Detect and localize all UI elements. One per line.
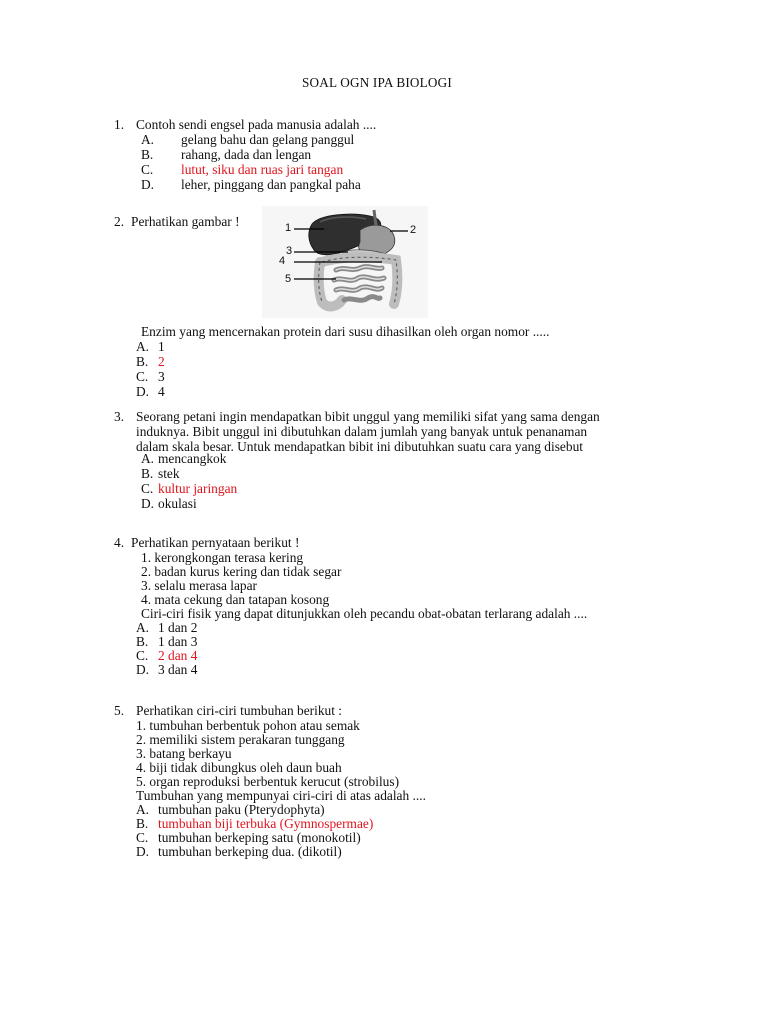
q2-option-c-letter: C. [136,369,149,384]
q3-option-b-letter: B. [141,466,154,481]
q5-statement-1: 1. tumbuhan berbentuk pohon atau semak [136,718,360,733]
q1-option-a-letter: A. [141,132,155,147]
q3-option-c-letter: C. [141,481,154,496]
q5-statement-3: 3. batang berkayu [136,746,232,761]
q3-option-b[interactable]: stek [158,466,180,481]
q3-option-d-letter: D. [141,496,155,511]
q4-option-d[interactable]: 3 dan 4 [158,662,198,677]
page-title: SOAL OGN IPA BIOLOGI [302,75,452,90]
q5-statement-2: 2. memiliki sistem perakaran tunggang [136,732,345,747]
q4-statement-3: 3. selalu merasa lapar [141,578,257,593]
q1-number: 1. [114,117,125,132]
figure-label-4: 4 [279,255,286,267]
q1-option-b-letter: B. [141,147,154,162]
q3-option-c-answer[interactable]: kultur jaringan [158,481,238,496]
q3-number: 3. [114,409,125,424]
q1-option-b[interactable]: rahang, dada dan lengan [181,147,312,162]
q3-text-line-3: dalam skala besar. Untuk mendapatkan bibit ini dibutuhkan suatu cara yang disebut [136,439,583,454]
q5-option-a[interactable]: tumbuhan paku (Pterydophyta) [158,802,325,817]
q5-question: Tumbuhan yang mempunyai ciri-ciri di atas adalah .... [136,788,426,803]
q5-option-a-letter: A. [136,802,150,817]
q3-option-d[interactable]: okulasi [158,496,197,511]
q5-option-c[interactable]: tumbuhan berkeping satu (monokotil) [158,830,361,845]
q2-option-d[interactable]: 4 [158,384,165,399]
q1-option-d[interactable]: leher, pinggang dan pangkal paha [181,177,361,192]
q1-text: Contoh sendi engsel pada manusia adalah .... [136,117,377,132]
q2-option-a[interactable]: 1 [158,339,165,354]
q2-option-c[interactable]: 3 [158,369,165,384]
q5-option-d-letter: D. [136,844,150,859]
q5-option-d[interactable]: tumbuhan berkeping dua. (dikotil) [158,844,342,859]
q5-text: Perhatikan ciri-ciri tumbuhan berikut : [136,703,343,718]
q5-option-b-answer[interactable]: tumbuhan biji terbuka (Gymnospermae) [158,816,374,831]
figure-label-5: 5 [285,273,292,285]
q4-text: Perhatikan pernyataan berikut ! [131,535,300,550]
q2-option-a-letter: A. [136,339,150,354]
q4-option-c-answer[interactable]: 2 dan 4 [158,648,198,663]
q1-option-c-letter: C. [141,162,154,177]
q4-statement-1: 1. kerongkongan terasa kering [141,550,304,565]
q3-text-line-1: Seorang petani ingin mendapatkan bibit unggul yang memiliki sifat yang sama dengan [136,409,600,424]
q4-statement-4: 4. mata cekung dan tatapan kosong [141,592,330,607]
q4-option-c-letter: C. [136,648,149,663]
q4-number: 4. [114,535,125,550]
q4-option-d-letter: D. [136,662,150,677]
q5-option-c-letter: C. [136,830,149,845]
q1-option-a[interactable]: gelang bahu dan gelang panggul [181,132,355,147]
q5-statement-5: 5. organ reproduksi berbentuk kerucut (strobilus) [136,774,400,789]
q4-option-b[interactable]: 1 dan 3 [158,634,198,649]
q2-option-d-letter: D. [136,384,150,399]
q5-option-b-letter: B. [136,816,149,831]
q3-text-line-2: induknya. Bibit unggul ini dibutuhkan dalam jumlah yang banyak untuk penanaman [136,424,588,439]
q3-option-a-letter: A. [141,451,155,466]
q2-question: Enzim yang mencernakan protein dari susu dihasilkan oleh organ nomor ..... [141,324,550,339]
q5-number: 5. [114,703,125,718]
q2-option-b-letter: B. [136,354,149,369]
q5-statement-4: 4. biji tidak dibungkus oleh daun buah [136,760,342,775]
q4-statement-2: 2. badan kurus kering dan tidak segar [141,564,342,579]
q2-option-b-answer[interactable]: 2 [158,354,165,369]
q4-option-b-letter: B. [136,634,149,649]
q2-number: 2. [114,214,125,229]
q4-option-a-letter: A. [136,620,150,635]
q1-option-d-letter: D. [141,177,155,192]
figure-label-1: 1 [285,222,292,234]
q1-option-c-answer[interactable]: lutut, siku dan ruas jari tangan [181,162,344,177]
q2-text: Perhatikan gambar ! [131,214,240,229]
q3-option-a[interactable]: mencangkok [158,451,227,466]
q4-option-a[interactable]: 1 dan 2 [158,620,198,635]
q4-question: Ciri-ciri fisik yang dapat ditunjukkan oleh pecandu obat-obatan terlarang adalah .... [141,606,588,621]
figure-label-3: 3 [286,245,293,257]
figure-label-2: 2 [410,224,417,236]
